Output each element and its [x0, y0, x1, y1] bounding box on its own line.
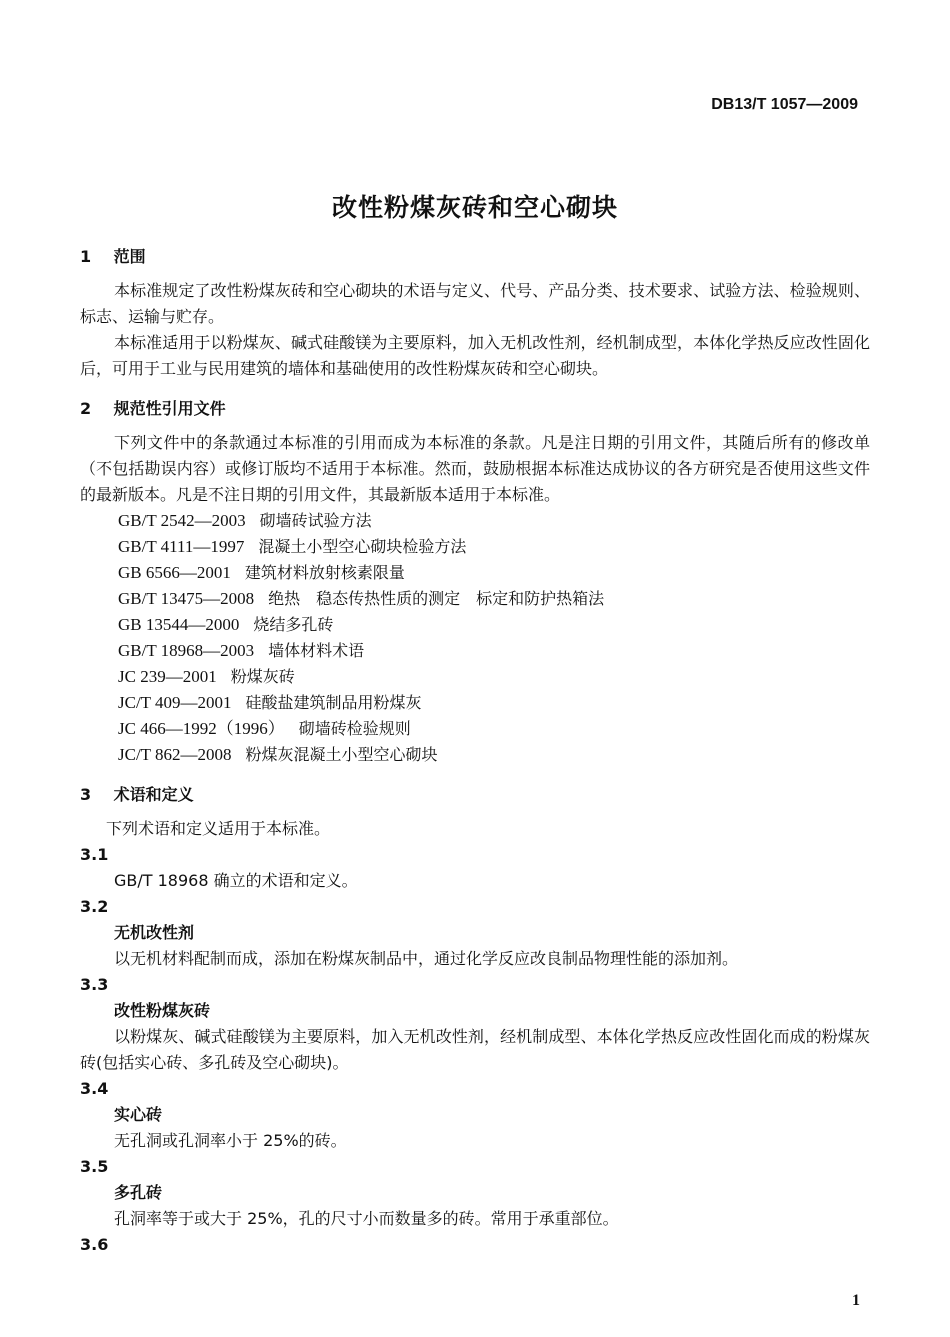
reference-title: 墙体材料术语: [268, 641, 365, 660]
reference-title: 粉煤灰砖: [230, 667, 295, 686]
section-heading: [80, 396, 870, 422]
reference-code: GB/T 13475—2008: [118, 589, 255, 608]
paragraph: 下列术语和定义适用于本标准。: [106, 819, 331, 838]
reference-code: GB/T 4111—1997: [118, 537, 245, 556]
subsection-number: 3.6: [80, 1235, 109, 1254]
reference-title: 烧结多孔砖: [253, 615, 334, 634]
reference-item: [118, 664, 870, 690]
reference-item: [118, 534, 870, 560]
reference-item: [118, 638, 870, 664]
subsection-number: 3.5: [80, 1157, 109, 1176]
term-name: 实心砖: [114, 1105, 163, 1124]
section-title: 术语和定义: [113, 785, 194, 804]
reference-code: JC 239—2001: [118, 667, 217, 686]
reference-list: [118, 508, 870, 768]
reference-title: 绝热 稳态传热性质的测定 标定和防护热箱法: [268, 589, 605, 608]
section-heading: [80, 244, 870, 270]
subsection-number: 3.3: [80, 975, 109, 994]
term-name: 多孔砖: [114, 1183, 163, 1202]
term-name: 无机改性剂: [114, 923, 195, 942]
term-definition: 无孔洞或孔洞率小于 25%的砖。: [114, 1131, 347, 1150]
subsection-number: 3.4: [80, 1079, 109, 1098]
reference-item: [118, 716, 870, 742]
reference-item: [118, 742, 870, 768]
reference-code: JC 466—1992（1996）: [118, 719, 285, 738]
document-body: [80, 244, 870, 1258]
section-title: 规范性引用文件: [113, 399, 226, 418]
reference-title: 硅酸盐建筑制品用粉煤灰: [245, 693, 422, 712]
section-title: 范围: [113, 247, 146, 266]
document-title: 改性粉煤灰砖和空心砌块: [331, 193, 618, 222]
term-definition: GB/T 18968 确立的术语和定义。: [114, 871, 358, 890]
reference-item: [118, 586, 870, 612]
term-definition: 孔洞率等于或大于 25%，孔的尺寸小而数量多的砖。常用于承重部位。: [114, 1209, 619, 1228]
reference-title: 砌墙砖检验规则: [298, 719, 411, 738]
reference-code: GB 6566—2001: [118, 563, 231, 582]
reference-code: JC/T 409—2001: [118, 693, 232, 712]
term-definition: 以粉煤灰、碱式硅酸镁为主要原料，加入无机改性剂，经机制成型、本体化学热反应改性固化而成的粉煤灰砖(包括实心砖、多孔砖及空心砌块)。: [80, 1027, 870, 1072]
reference-title: 粉煤灰混凝土小型空心砌块: [245, 745, 438, 764]
reference-title: 建筑材料放射核素限量: [244, 563, 405, 582]
reference-code: GB/T 18968—2003: [118, 641, 255, 660]
section-number: 2: [80, 399, 92, 418]
reference-item: [118, 560, 870, 586]
page-number: 1: [852, 1292, 860, 1309]
subsection-number: 3.1: [80, 845, 109, 864]
reference-title: 砌墙砖试验方法: [259, 511, 372, 530]
reference-title: 混凝土小型空心砌块检验方法: [258, 537, 467, 556]
term-definition: 以无机材料配制而成，添加在粉煤灰制品中，通过化学反应改良制品物理性能的添加剂。: [114, 949, 739, 968]
term-name: 改性粉煤灰砖: [114, 1001, 211, 1020]
paragraph: 下列文件中的条款通过本标准的引用而成为本标准的条款。凡是注日期的引用文件，其随后所有的修改单（不包括勘误内容）或修订版均不适用于本标准。然而，鼓励根据本标准达成协议的各方研究是否使用这些文件的最新版本。凡是不注日期的引用文件，其最新版本适用于本标准。: [80, 433, 870, 504]
reference-item: [118, 508, 870, 534]
subsection-number: 3.2: [80, 897, 109, 916]
paragraph: 本标准适用于以粉煤灰、碱式硅酸镁为主要原料，加入无机改性剂，经机制成型，本体化学热反应改性固化后，可用于工业与民用建筑的墙体和基础使用的改性粉煤灰砖和空心砌块。: [80, 333, 870, 378]
reference-item: [118, 612, 870, 638]
section-number: 1: [80, 247, 92, 266]
reference-code: JC/T 862—2008: [118, 745, 232, 764]
reference-item: [118, 690, 870, 716]
reference-code: GB 13544—2000: [118, 615, 240, 634]
section-number: 3: [80, 785, 92, 804]
reference-code: GB/T 2542—2003: [118, 511, 246, 530]
section-heading: [80, 782, 870, 808]
standard-code: DB13/T 1057—2009: [711, 96, 858, 113]
paragraph: 本标准规定了改性粉煤灰砖和空心砌块的术语与定义、代号、产品分类、技术要求、试验方法、检验规则、标志、运输与贮存。: [80, 281, 870, 326]
